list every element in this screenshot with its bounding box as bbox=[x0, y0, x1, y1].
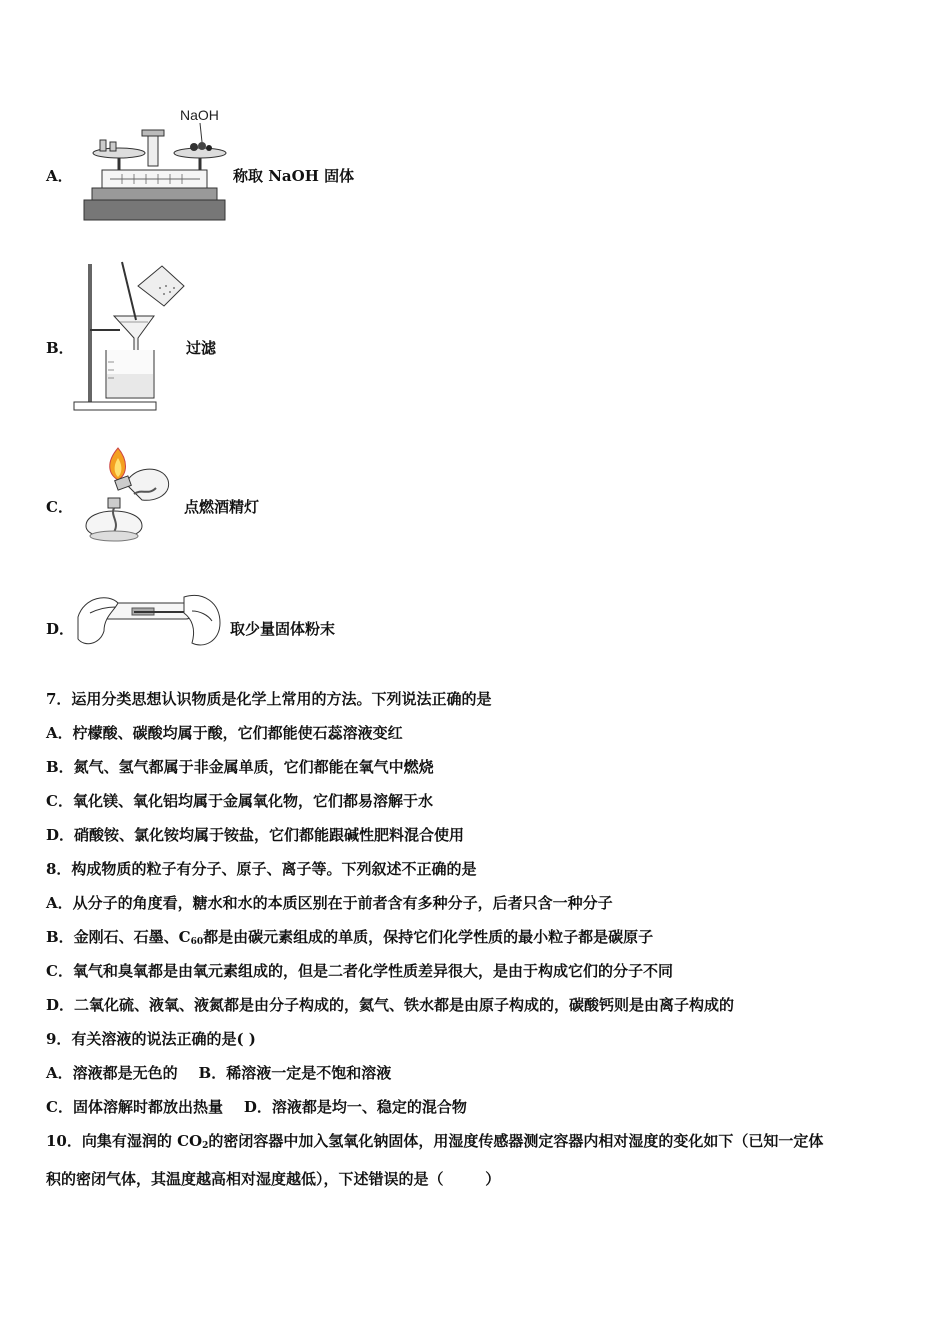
answer-option: C．氧气和臭氧都是由氧元素组成的，但是二者化学性质差异很大，是由于构成它们的分子不同 bbox=[46, 962, 673, 980]
option-letter: D． bbox=[46, 620, 75, 638]
answer-options-row: C．固体溶解时都放出热量 D．溶液都是均一、稳定的混合物 bbox=[46, 1098, 467, 1116]
answer-options-row: A．溶液都是无色的 B．稀溶液一定是不饱和溶液 bbox=[46, 1064, 392, 1082]
option-letter: C． bbox=[46, 498, 73, 516]
answer-option: C．氧化镁、氧化铝均属于金属氧化物，它们都易溶解于水 bbox=[46, 792, 433, 810]
option-text: 取少量固体粉末 bbox=[230, 620, 336, 638]
balance-scale-figure bbox=[82, 100, 227, 225]
question-stem: 9．有关溶液的说法正确的是( ) bbox=[46, 1030, 256, 1048]
answer-option-b: B．金刚石、石墨、$C_{60}$都是由碳元素组成的单质，保持它们化学性质的最小粒子都是碳原子 bbox=[46, 928, 654, 947]
question-stem: 8．构成物质的粒子有分子、原子、离子等。下列叙述不正确的是 bbox=[46, 860, 477, 878]
answer-option: B．氮气、氢气都属于非金属单质，它们都能在氧气中燃烧 bbox=[46, 758, 434, 776]
answer-option: A．柠檬酸、碳酸均属于酸，它们都能使石蕊溶液变红 bbox=[46, 724, 403, 742]
answer-option: D．二氧化硫、液氧、液氮都是由分子构成的，氦气、铁水都是由原子构成的，碳酸钙则是由离子构成的 bbox=[46, 996, 735, 1014]
alcohol-lamp-figure bbox=[76, 444, 181, 554]
question-stem-line1: 10．向集有湿润的 $CO_2$的密闭容器中加入氢氧化钠固体，用湿度传感器测定容器内相对湿度的变化如下（已知一定体 bbox=[46, 1132, 824, 1151]
filtration-figure bbox=[72, 258, 192, 413]
question-stem: 7．运用分类思想认识物质是化学上常用的方法。下列说法正确的是 bbox=[46, 690, 492, 708]
naoh-label: NaOH bbox=[180, 107, 219, 123]
answer-option: A．从分子的角度看，糖水和水的本质区别在于前者含有多种分子，后者只含一种分子 bbox=[46, 894, 613, 912]
question-stem-line2: 积的密闭气体，其温度越高相对湿度越低），下述错误的是（ ） bbox=[46, 1170, 501, 1188]
option-text: 过滤 bbox=[186, 339, 217, 357]
option-text: 点燃酒精灯 bbox=[184, 498, 260, 516]
option-text: 称取 NaOH 固体 bbox=[233, 167, 355, 185]
option-letter: A． bbox=[46, 167, 73, 185]
answer-option: D．硝酸铵、氯化铵均属于铵盐，它们都能跟碱性肥料混合使用 bbox=[46, 826, 465, 844]
test-tube-figure bbox=[74, 583, 224, 653]
option-letter: B． bbox=[46, 339, 74, 357]
